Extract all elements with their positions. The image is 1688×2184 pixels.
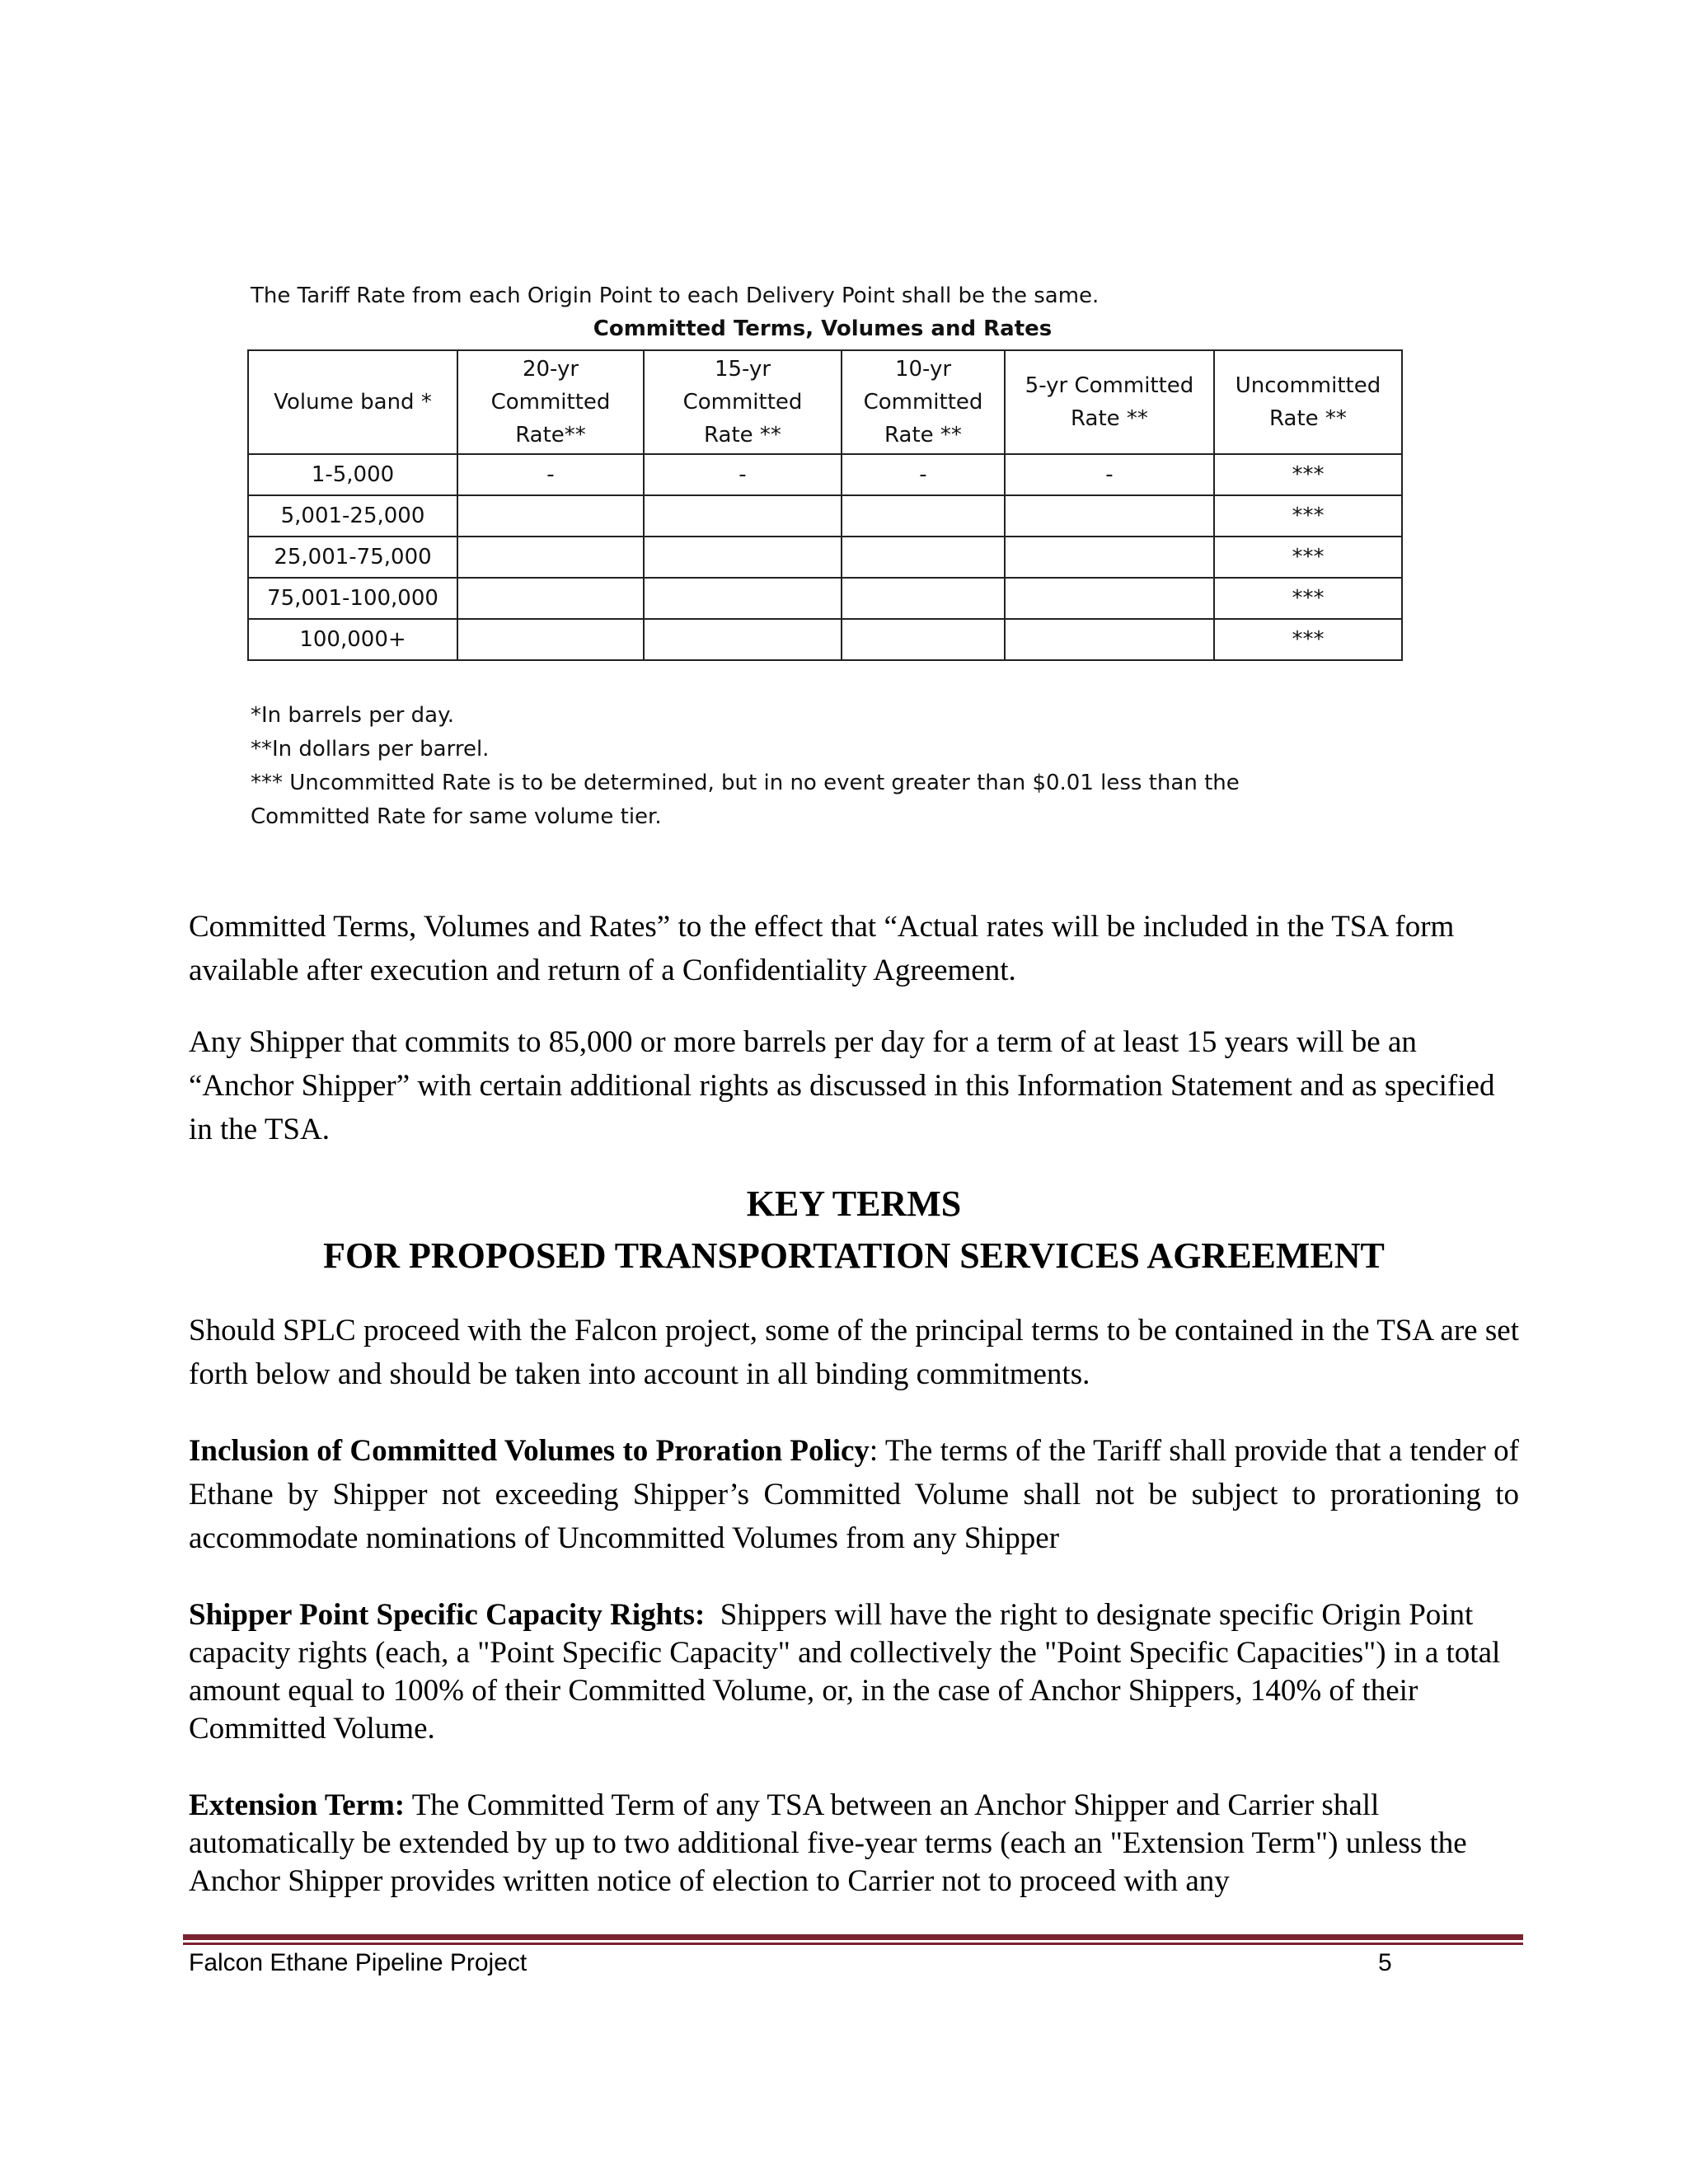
page-number: 5 [1378, 1949, 1392, 1976]
tariff-intro-text: The Tariff Rate from each Origin Point to each Delivery Point shall be the same. [251, 284, 1100, 308]
table-cell [842, 619, 1005, 660]
table-cell [1005, 619, 1214, 660]
footnote: *In barrels per day. [251, 703, 455, 728]
table-cell [1005, 537, 1214, 578]
table-cell [842, 578, 1005, 619]
footnote: **In dollars per barrel. [251, 737, 490, 762]
table-cell: 5,001-25,000 [248, 495, 457, 537]
header-volume-band: Volume band * [248, 350, 457, 454]
table-cell [457, 537, 644, 578]
table-cell: *** [1214, 619, 1402, 660]
term-text: : The terms of the Tariff shall provide that a tender of Ethane by Shipper not exceeding Shipper’s Committed Volume shall not be subject to prorationing to accommodate nominations of Uncommitted Volumes from any Shipper [189, 1434, 1519, 1555]
paragraph-principal-terms: Should SPLC proceed with the Falcon project, some of the principal terms to be contained in the TSA are set forth below and should be taken into account in all binding commitments. [189, 1314, 1519, 1391]
table-row [248, 619, 1402, 660]
table-cell [457, 578, 644, 619]
term-title: Extension Term: [189, 1788, 406, 1822]
table-cell [842, 537, 1005, 578]
table-row [248, 537, 1402, 578]
committed-rates-table [247, 349, 1403, 661]
table-cell: 1-5,000 [248, 454, 457, 495]
table-cell [457, 495, 644, 537]
table-row [248, 454, 1402, 495]
header-uncommitted: Uncommitted Rate ** [1214, 350, 1402, 454]
paragraph-extension-term [189, 1787, 1519, 1900]
footer-title: Falcon Ethane Pipeline Project [189, 1949, 528, 1976]
table-cell: - [644, 454, 842, 495]
table-cell [644, 495, 842, 537]
section-heading: KEY TERMS [746, 1183, 962, 1224]
table-cell [644, 578, 842, 619]
table-cell [457, 619, 644, 660]
table-cell [842, 495, 1005, 537]
table-footnotes [251, 699, 1240, 834]
table-cell: *** [1214, 537, 1402, 578]
table-cell: 75,001-100,000 [248, 578, 457, 619]
table-cell: - [842, 454, 1005, 495]
table-cell: - [1005, 454, 1214, 495]
header-20yr: 20-yr Committed Rate** [457, 350, 644, 454]
table-cell: *** [1214, 578, 1402, 619]
term-text: Shippers will have the right to designate specific Origin Point capacity rights (each, a "Point Specific Capacity" and collectively the "Point Specific Capacities") in a total amount equal to 100% of their Committed Volume, or, in the case of Anchor Shippers, 140% of their Committed Volume. [189, 1598, 1508, 1746]
table-cell [644, 537, 842, 578]
footer-rule [183, 1934, 1523, 1940]
term-text: The Committed Term of any TSA between an Anchor Shipper and Carrier shall automatically be extended by up to two additional five-year terms (each an "Extension Term") unless the Anchor Shipper provides written notice of election to Carrier not to proceed with any [189, 1788, 1467, 1898]
table-cell: *** [1214, 454, 1402, 495]
paragraph-capacity-rights [189, 1596, 1519, 1748]
table-cell: *** [1214, 495, 1402, 537]
term-title: Inclusion of Committed Volumes to Proration Policy [189, 1434, 870, 1468]
term-title: Shipper Point Specific Capacity Rights: [189, 1598, 706, 1632]
table-cell: 25,001-75,000 [248, 537, 457, 578]
header-10yr: 10-yr Committed Rate ** [842, 350, 1005, 454]
table-cell: 100,000+ [248, 619, 457, 660]
header-5yr: 5-yr Committed Rate ** [1005, 350, 1214, 454]
footer-rule-thin [183, 1943, 1523, 1945]
paragraph-proration-policy [189, 1429, 1519, 1560]
header-15yr: 15-yr Committed Rate ** [644, 350, 842, 454]
table-cell [1005, 495, 1214, 537]
paragraph-anchor-shipper: Any Shipper that commits to 85,000 or more barrels per day for a term of at least 15 years will be an “Anchor Shipper” with certain additional rights as discussed in this Information Statement and as specified in the TSA. [189, 1025, 1495, 1146]
table-cell [1005, 578, 1214, 619]
table-header-row [248, 350, 1402, 454]
paragraph-rates-continuation: Committed Terms, Volumes and Rates” to the effect that “Actual rates will be included in the TSA form available after execution and return of a Confidentiality Agreement. [189, 910, 1455, 987]
footnote: Committed Rate for same volume tier. [251, 804, 662, 829]
table-caption: Committed Terms, Volumes and Rates [593, 316, 1053, 341]
table-cell [644, 619, 842, 660]
table-cell: - [457, 454, 644, 495]
section-subheading: FOR PROPOSED TRANSPORTATION SERVICES AGREEMENT [323, 1235, 1385, 1276]
footnote: *** Uncommitted Rate is to be determined, but in no event greater than $0.01 less than the [251, 771, 1240, 795]
table-row [248, 495, 1402, 537]
table-row [248, 578, 1402, 619]
